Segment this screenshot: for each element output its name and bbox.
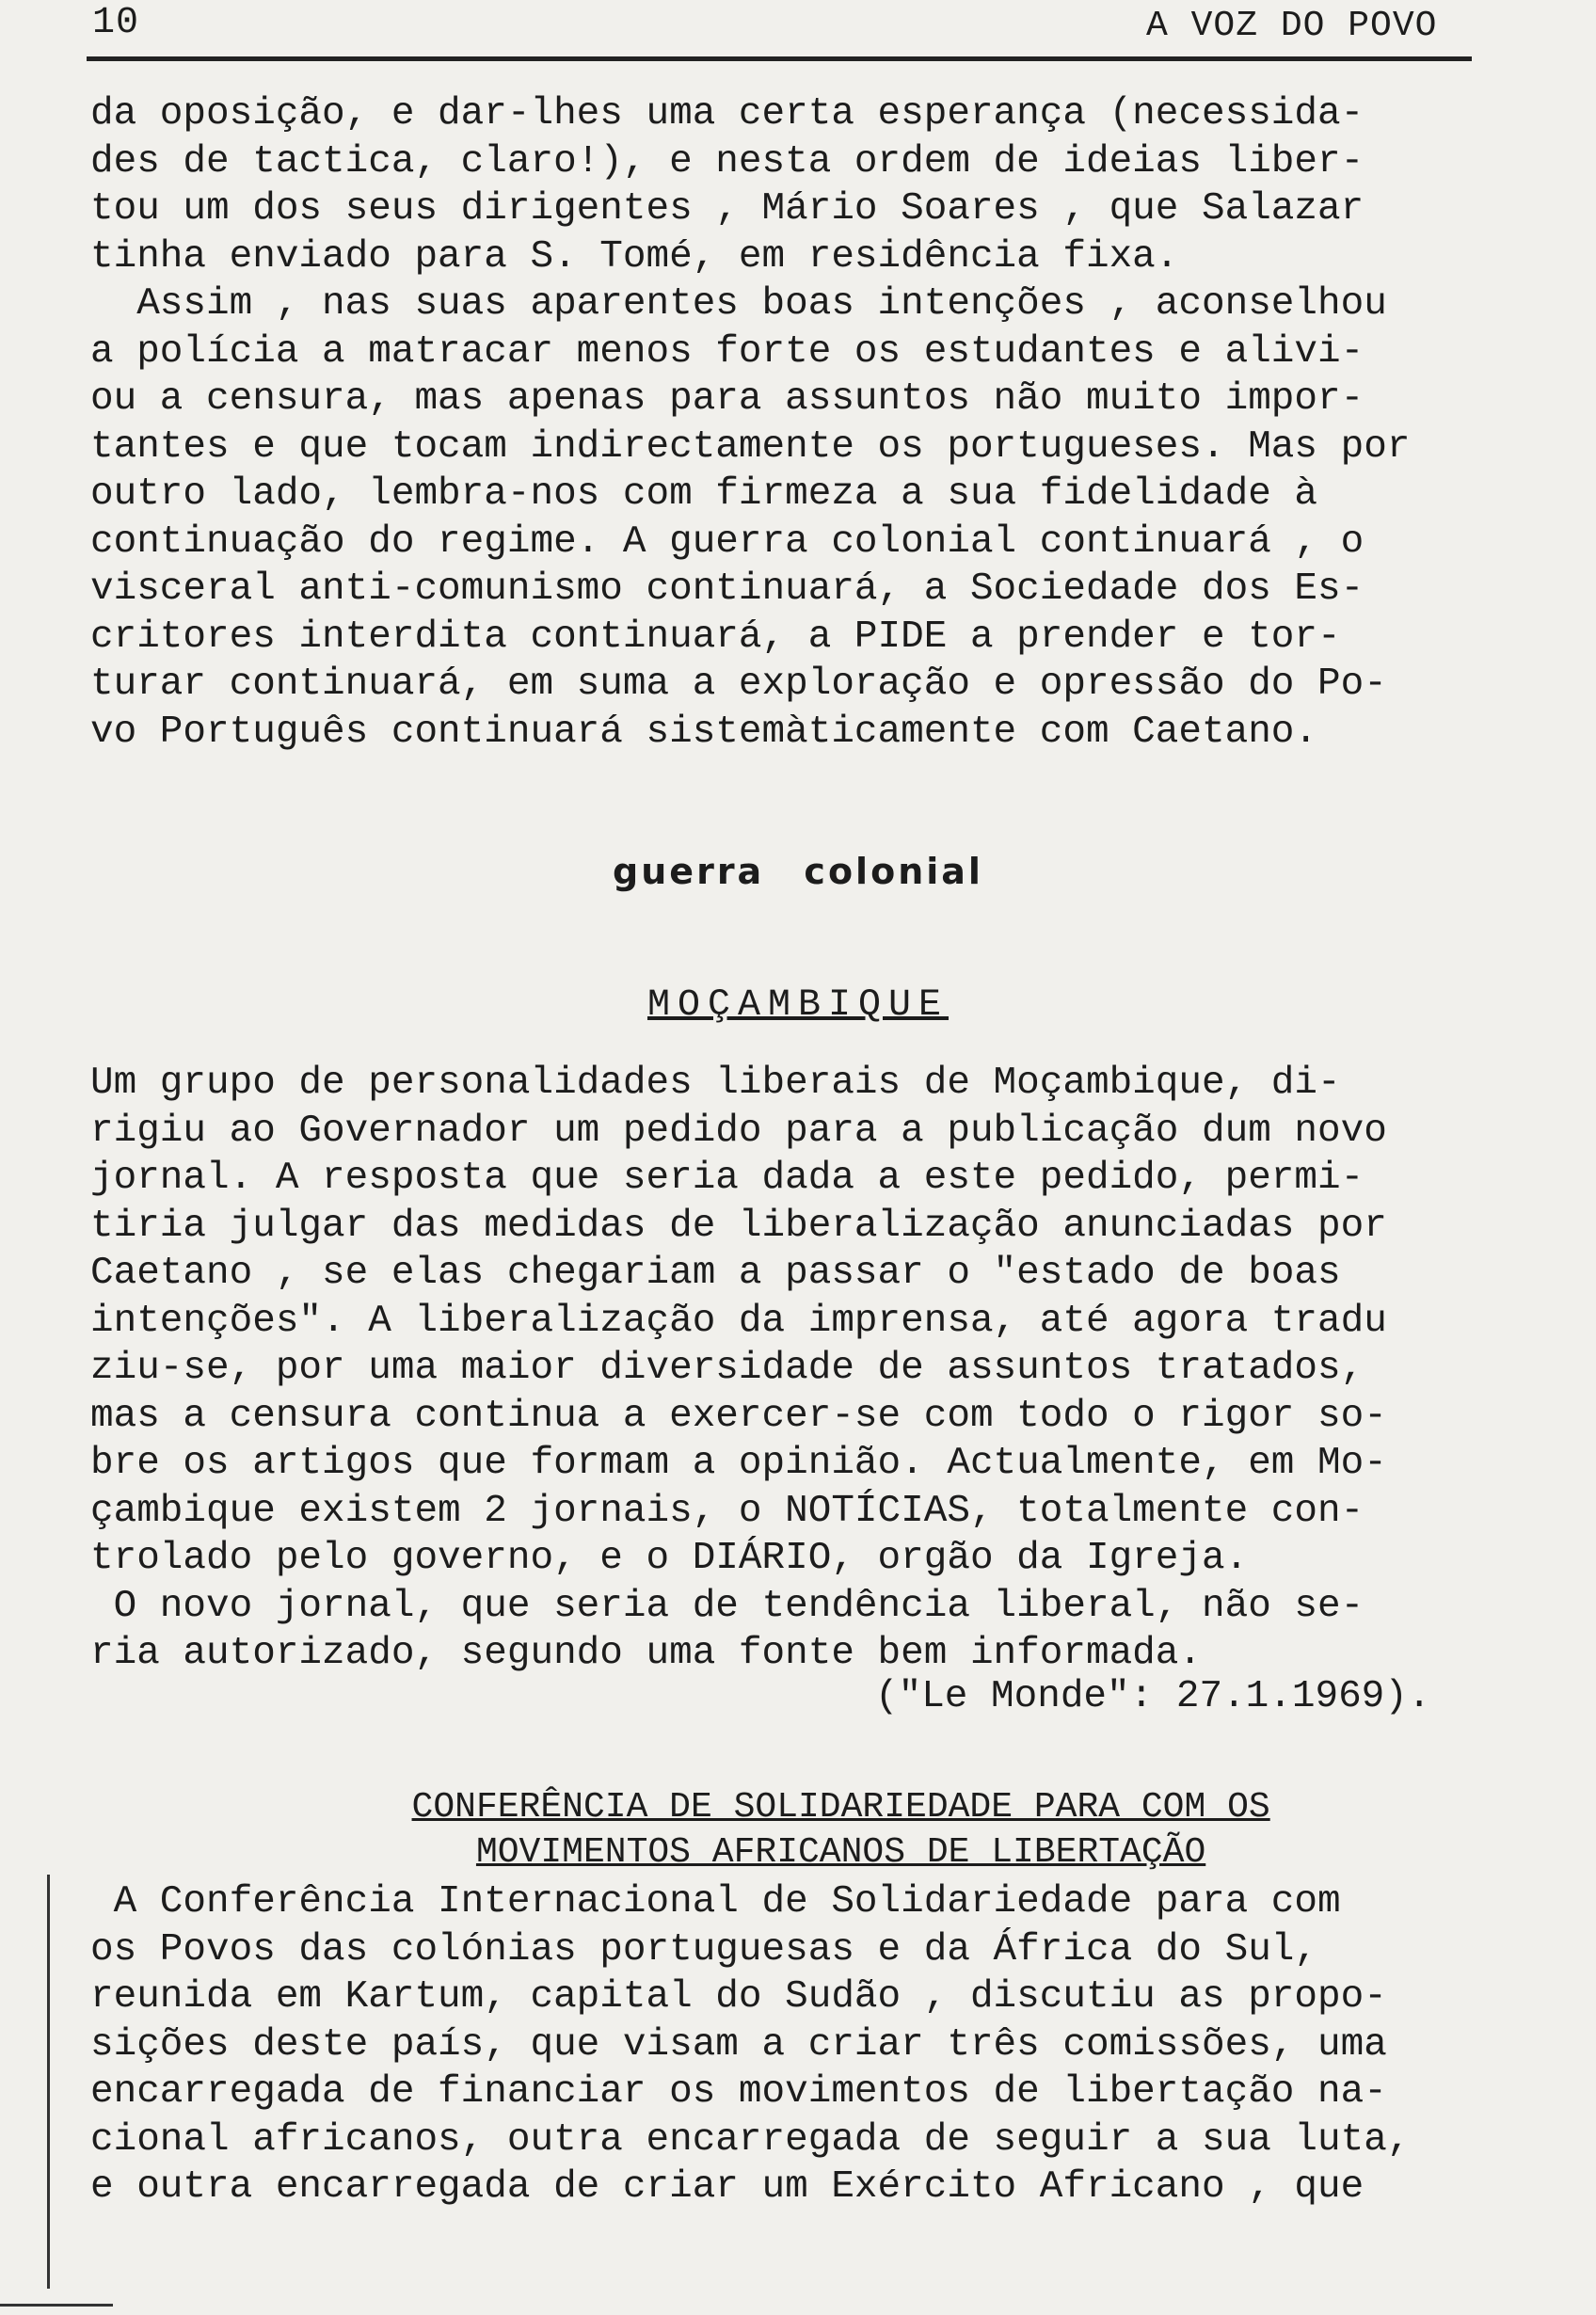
- conference-paragraph: A Conferência Internacional de Solidariedade para com os Povos das colónias portuguesas e da África do Sul, reunida em Kartum, capital do Sudão , discutiu as propo- sições deste país, que visam a criar três comissões, uma encarregada de financiar os movimentos de libertação na- cional africanos, outra encarregada de seguir a sua luta, e outra encarregada de criar um Exército Africano , que: [90, 1880, 1411, 2209]
- mozambique-heading-text: MOÇAMBIQUE: [646, 984, 950, 1027]
- publication-title: A VOZ DO POVO: [1146, 6, 1438, 46]
- intro-paragraph: da oposição, e dar-lhes uma certa esperança (necessida- des de tactica, claro!), e nesta ordem de ideias liber- tou um dos seus dirigentes , Mário Soares , que Salazar tinha enviado para S. Tomé, em residência fixa. Assim , nas suas aparentes boas intenções , aconselhou a polícia a matracar menos forte os estudantes e alivi- ou a censura, mas apenas para assuntos não muito impor- tantes e que tocam indirectamente os portugueses. Mas por outro lado, lembra-nos com firmeza a sua fidelidade à continuação do regime. A guerra colonial continuará , o visceral anti-comunismo continuará, a Sociedade dos Es- critores interdita continuará, a PIDE a prender e tor- turar continuará, em suma a exploração e opressão do Po- vo Português continuará sistemàticamente com Caetano.: [90, 92, 1411, 754]
- page-number: 10: [92, 2, 140, 44]
- header-rule: [87, 56, 1472, 61]
- mozambique-paragraph: Um grupo de personalidades liberais de Moçambique, di- rigiu ao Governador um pedido para a publicação dum novo jornal. A resposta que seria dada a este pedido, permi- tiria julgar das medidas de liberalização anunciadas por Caetano , se elas chegariam a passar o "estado de boas intenções". A liberalização da imprensa, até agora tradu ziu-se, por uma maior diversidade de assuntos tratados, mas a censura continua a exercer-se com todo o rigor so- bre os artigos que formam a opinião. Actualmente, em Mo- çambique existem 2 jornais, o NOTÍCIAS, totalmente con- trolado pelo governo, e o DIÁRIO, orgão da Igreja. O novo jornal, que seria de tendência liberal, não se- ria autorizado, segundo uma fonte bem informada.: [90, 1062, 1387, 1675]
- conference-heading-line-2-text: MOVIMENTOS AFRICANOS DE LIBERTAÇÃO: [475, 1832, 1206, 1873]
- mozambique-citation: ("Le Monde": 27.1.1969).: [875, 1675, 1431, 1718]
- bottom-rule: [0, 2304, 113, 2307]
- section-heading: guerra colonial: [613, 851, 983, 892]
- conference-heading-line-1-text: CONFERÊNCIA DE SOLIDARIEDADE PARA COM OS: [411, 1787, 1270, 1828]
- mozambique-heading: [0, 984, 1596, 1027]
- margin-line: [47, 1875, 50, 2289]
